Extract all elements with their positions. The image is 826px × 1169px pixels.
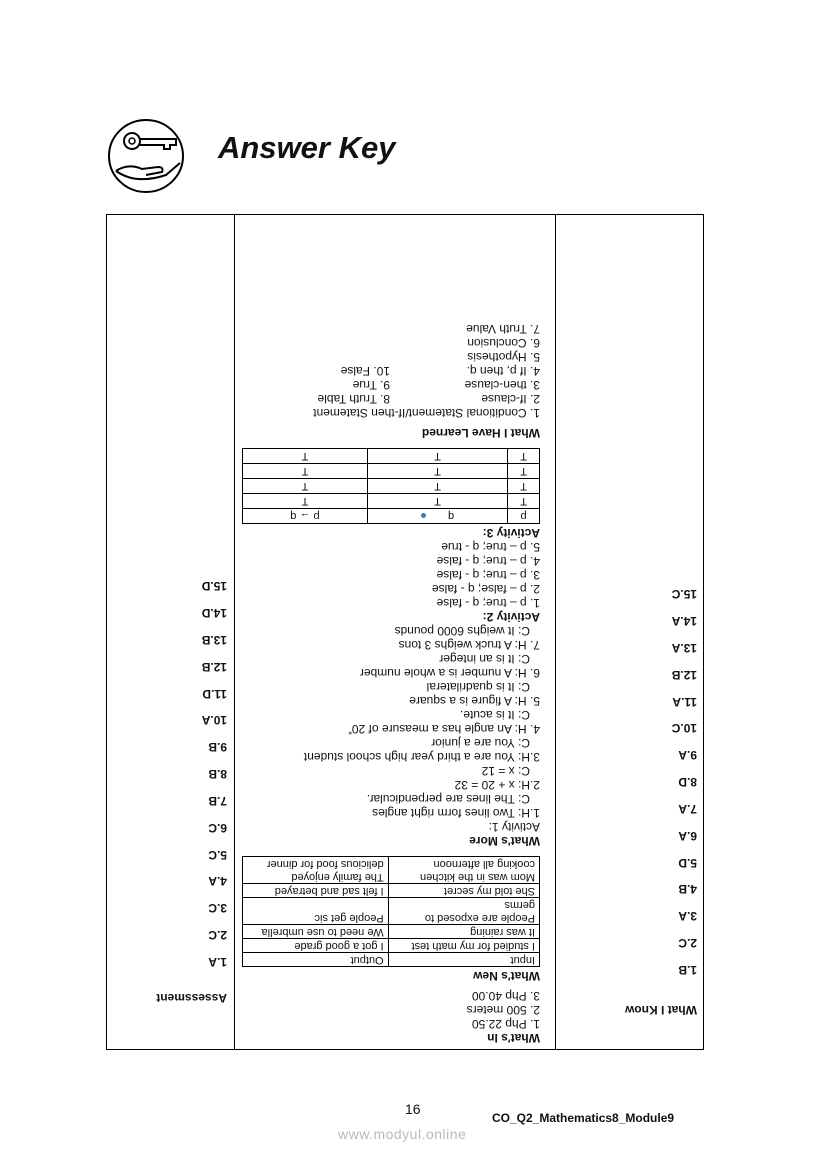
- activity-answer: 5. p – true; q - true: [441, 540, 540, 554]
- answer-item: 11.D: [202, 686, 227, 701]
- hypothesis-line: 4. H: An angle has a measure of 20˚: [347, 722, 540, 736]
- hypothesis-line: 7. H: A truck weighs 3 tons: [398, 638, 540, 652]
- whats-in-item: 2. 500 meters: [466, 1003, 540, 1017]
- table-header: p: [508, 509, 540, 524]
- table-cell: People are exposed to germs: [388, 898, 539, 925]
- table-cell: We need to use umbrella: [243, 925, 389, 939]
- what-i-have-learned-heading: What I Have Learned: [421, 426, 540, 440]
- conclusion-line: C: It weighs 6000 pounds: [394, 624, 530, 638]
- learned-item: 1. Conditional Statement/If-then Statement: [313, 406, 540, 420]
- hypothesis-line: 5. H: A figure is a square: [409, 694, 540, 708]
- answer-item: 4.B: [678, 882, 697, 897]
- table-cell: It was raining: [388, 925, 539, 939]
- table-cell: T: [508, 449, 540, 464]
- hypothesis-line: 1.H: Two lines form right angles: [372, 806, 540, 820]
- activity-label: Activity 2:: [482, 610, 540, 624]
- activity-answer: 1. p – true; q - false: [436, 596, 540, 610]
- answer-item: 7.A: [678, 801, 697, 816]
- answer-item: 11.A: [672, 694, 697, 709]
- answer-item: 15.D: [201, 579, 227, 594]
- learned-item: 10. False: [340, 364, 390, 378]
- whats-in-item: 3. Php 40.00: [471, 989, 540, 1003]
- learned-item: 6. Conclusion: [467, 336, 540, 350]
- conclusion-line: C: x = 12: [481, 764, 530, 778]
- learned-item: 8. Truth Table: [317, 392, 390, 406]
- learned-item: 4. If p, then q.: [466, 364, 540, 378]
- learned-pair: [242, 378, 540, 392]
- what-i-know-column: [556, 215, 703, 1049]
- answer-item: 6.C: [208, 820, 227, 835]
- answer-item: 14.A: [671, 614, 697, 629]
- assessment-heading: Assessment: [156, 991, 227, 1005]
- hypothesis-line: 3.H: You are a third year high school student: [303, 750, 540, 764]
- conclusion-line: C: It is an integer: [439, 652, 530, 666]
- learned-item: 9. True: [352, 378, 390, 392]
- what-i-know-heading: What I Know: [625, 1003, 697, 1017]
- answer-item: 1.A: [208, 955, 227, 969]
- answer-item: 2.C: [678, 936, 697, 951]
- table-cell: T: [367, 494, 507, 509]
- table-cell: Mom was in the kitchen cooking all afternoon: [388, 857, 539, 884]
- input-output-table: [242, 856, 540, 967]
- page-title: Answer Key: [218, 130, 396, 165]
- answer-item: 1.B: [678, 963, 697, 977]
- conclusion-line: C: It is acute.: [459, 708, 530, 722]
- answer-item: 4.A: [208, 874, 227, 889]
- answer-item: 10.C: [671, 721, 697, 736]
- table-cell: I felt sad and betrayed: [243, 884, 389, 898]
- answer-item: 5.C: [208, 847, 227, 862]
- table-row: [243, 898, 540, 925]
- conclusion-line: C: You are a junior: [431, 736, 530, 750]
- table-header-input: Input: [388, 953, 539, 967]
- table-row: [243, 494, 540, 509]
- answer-item: 7.B: [208, 793, 227, 808]
- answer-item: 3.C: [208, 901, 227, 916]
- table-cell: T: [508, 494, 540, 509]
- answer-item: 3.A: [678, 909, 697, 924]
- activity-label: Activity 3:: [482, 526, 540, 540]
- middle-column: [236, 215, 554, 1049]
- activity-answer: 4. p – true; q - false: [436, 554, 540, 568]
- activity-answer: 2. p – false; q - false: [431, 582, 540, 596]
- table-row: [243, 857, 540, 884]
- table-cell: She told my secret: [388, 884, 539, 898]
- table-header: q: [367, 509, 507, 524]
- table-row: [243, 939, 540, 953]
- table-cell: T: [243, 494, 368, 509]
- answer-item: 13.A: [671, 640, 697, 655]
- hypothesis-line: 2.H: x + 20 = 32: [454, 778, 540, 792]
- learned-item: 2. If-clause: [481, 392, 540, 406]
- page-number: 16: [405, 1101, 421, 1117]
- assessment-column: [107, 215, 235, 1049]
- whats-new-heading: What's New: [473, 969, 540, 983]
- answer-item: 6.A: [678, 828, 697, 843]
- table-header: p → q: [243, 509, 368, 524]
- answer-item: 9.B: [208, 740, 227, 755]
- truth-table: [242, 448, 540, 524]
- answer-item: 8.D: [678, 775, 697, 790]
- table-row: [243, 464, 540, 479]
- table-cell: The family enjoyed delicious food for dinner: [243, 857, 389, 884]
- activity-label: Activity 1:: [488, 820, 540, 834]
- table-cell: T: [367, 449, 507, 464]
- learned-item: 5. Hypothesis: [467, 350, 540, 364]
- what-i-know-answers: [556, 580, 697, 983]
- learned-item: 3. then-clause: [464, 378, 540, 392]
- answer-item: 12.B: [201, 659, 227, 674]
- table-cell: I got a good grade: [243, 939, 389, 953]
- activity-answer: 3. p – true; q - false: [436, 568, 540, 582]
- learned-pair: [242, 364, 540, 378]
- answer-item: 8.B: [208, 767, 227, 782]
- answer-item: 13.B: [201, 632, 227, 647]
- table-cell: T: [243, 479, 368, 494]
- conclusion-line: C: The lines are perpendicular.: [366, 792, 530, 806]
- assessment-answers: [107, 572, 227, 975]
- whats-more-heading: What's More: [469, 834, 540, 848]
- hypothesis-line: 6. H: A number is a whole number: [359, 666, 540, 680]
- table-cell: T: [243, 464, 368, 479]
- whats-in-heading: What's In: [487, 1031, 540, 1045]
- conclusion-line: C: It is quadrilateral: [426, 680, 530, 694]
- whats-in-item: 1. Php 22.50: [471, 1017, 540, 1031]
- table-cell: T: [367, 479, 507, 494]
- table-row: [243, 479, 540, 494]
- table-row: [243, 884, 540, 898]
- table-cell: T: [508, 464, 540, 479]
- table-cell: T: [243, 449, 368, 464]
- table-row: [243, 449, 540, 464]
- learned-item: 7. Truth Value: [466, 322, 540, 336]
- watermark: www.modyul.online: [338, 1126, 467, 1142]
- answer-item: 5.D: [678, 855, 697, 870]
- table-cell: T: [367, 464, 507, 479]
- table-cell: People get sic: [243, 898, 389, 925]
- table-cell: T: [508, 479, 540, 494]
- answer-item: 15.C: [671, 587, 697, 602]
- answer-item: 10.A: [201, 713, 227, 728]
- module-code: CO_Q2_Mathematics8_Module9: [492, 1111, 675, 1125]
- answer-item: 2.C: [208, 928, 227, 943]
- answer-item: 9.A: [678, 748, 697, 763]
- answer-item: 14.D: [201, 606, 227, 621]
- answer-item: 12.B: [671, 667, 697, 682]
- key-hand-icon: [106, 119, 196, 193]
- dot-marker: [421, 513, 426, 518]
- learned-pair: [242, 392, 540, 406]
- table-row: [243, 925, 540, 939]
- table-cell: I studied for my math test: [388, 939, 539, 953]
- table-header-output: Output: [243, 953, 389, 967]
